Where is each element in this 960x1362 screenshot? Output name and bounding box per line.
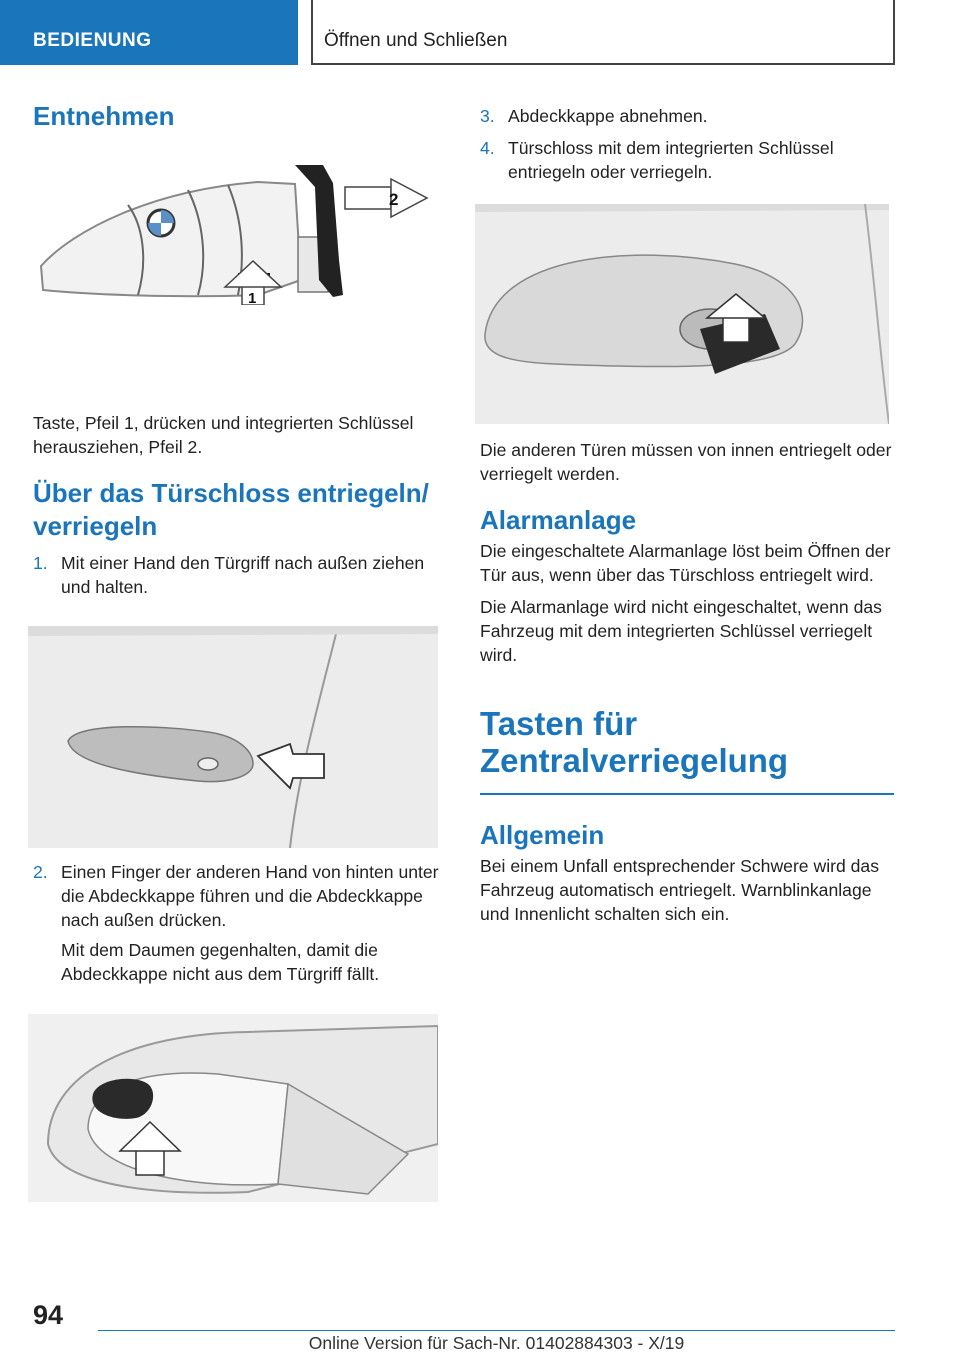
cover-cap-removal-illustration <box>28 1014 438 1202</box>
list-item <box>480 104 896 128</box>
steps-left-2 <box>33 860 443 986</box>
door-lock-key-illustration <box>475 204 889 424</box>
step-text: Türschloss mit dem integrierten Schlüssel entriegeln oder verriegeln. <box>508 138 834 182</box>
heading-entnehmen: Entnehmen <box>33 101 175 131</box>
list-item <box>33 860 443 986</box>
step-text: Abdeckkappe abnehmen. <box>508 106 708 126</box>
door-handle-pull-illustration <box>28 626 438 848</box>
heading-rule <box>480 793 894 795</box>
list-item <box>33 551 443 599</box>
step-number: 3. <box>480 106 495 126</box>
allgemein-paragraph: Bei einem Unfall entsprechender Schwere wird das Fahrzeug automatisch entriegelt. Warnblinkanlage und Innenlicht schalten sich ein. <box>480 856 879 924</box>
key-removal-illustration <box>33 165 443 305</box>
footer-text: Online Version für Sach-Nr. 01402884303 - X/19 <box>308 1333 685 1353</box>
page-number: 94 <box>33 1300 64 1330</box>
right-column <box>480 104 896 926</box>
step-number: 2. <box>33 862 48 882</box>
step-number: 1. <box>33 553 48 573</box>
steps-left <box>33 551 443 599</box>
arrow-1-label: 1 <box>248 290 257 305</box>
left-column <box>33 100 443 1202</box>
after-figure-text: Die anderen Türen müssen von innen entriegelt oder verriegelt werden. <box>480 440 892 484</box>
heading-allgemein: Allgemein <box>480 820 605 850</box>
step-extra-text: Mit dem Daumen gegenhalten, damit die Abdeckkappe nicht aus dem Türgriff fällt. <box>61 940 380 984</box>
list-item <box>480 136 896 184</box>
chapter-title: Öffnen und Schließen <box>311 0 895 65</box>
step-text: Einen Finger der anderen Hand von hinten unter die Abdeckkappe führen und die Abdeckkappe nach außen drücken. <box>61 862 439 930</box>
alarm-paragraph-1: Die eingeschaltete Alarmanlage löst beim Öffnen der Tür aus, wenn über das Türschloss entriegelt wird. <box>480 541 891 585</box>
heading-tasten-zentralverriegelung: Tasten für Zentralverriegelung <box>480 705 789 779</box>
footer-rule <box>98 1330 895 1331</box>
step-text: Mit einer Hand den Türgriff nach außen ziehen und halten. <box>61 553 425 597</box>
alarm-paragraph-2: Die Alarmanlage wird nicht eingeschaltet, wenn das Fahrzeug mit dem integrierten Schlüssel verriegelt wird. <box>480 597 882 665</box>
entnehmen-caption: Taste, Pfeil 1, drücken und integrierten Schlüssel herausziehen, Pfeil 2. <box>33 413 414 457</box>
heading-tuerschloss: Über das Türschloss entriegeln/ verriegeln <box>33 478 429 541</box>
steps-right <box>480 104 896 184</box>
section-tab: BEDIENUNG <box>0 0 298 65</box>
arrow-2-label: 2 <box>389 190 399 209</box>
step-number: 4. <box>480 138 495 158</box>
heading-alarmanlage: Alarmanlage <box>480 505 637 535</box>
